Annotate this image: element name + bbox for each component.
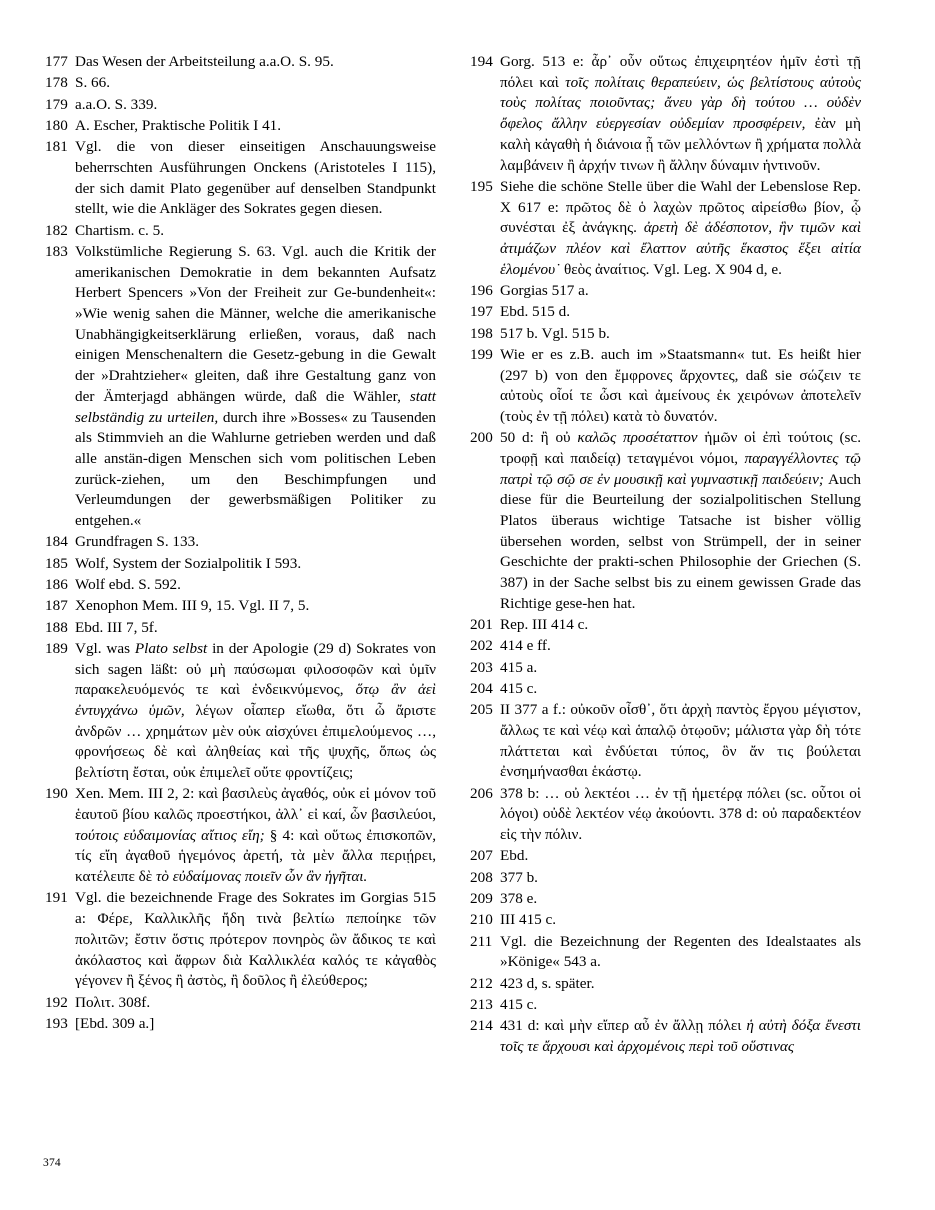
endnote-text: Ebd. III 7, 5f. xyxy=(75,618,158,636)
endnote-text: 377 b. xyxy=(500,868,538,886)
endnote-text: Grundfragen S. 133. xyxy=(75,533,200,551)
endnote-text: Das Wesen der Arbeitsteilung a.a.O. S. 95. xyxy=(75,53,334,70)
page-folio-number: 374 xyxy=(43,1157,61,1169)
endnote-text: Πολιτ. 308f. xyxy=(75,993,151,1011)
endnote-number: 201 xyxy=(470,616,493,634)
endnote-entry xyxy=(470,932,861,973)
endnote-text: 431 d: καὶ μὴν εἴπερ αὖ ἐν ἄλλῃ πόλει ἡ αὐτὴ δόξα ἔνεστι τοῖς τε ἄρχουσι καὶ ἀρχομένοις περὶ τοῦ οὕστινας xyxy=(500,1017,861,1055)
endnote-number: 184 xyxy=(45,533,68,551)
endnote-text: Volkstümliche Regierung S. 63. Vgl. auch die Kritik der amerikanischen Demokratie in dem bekannten Aufsatz Herbert Spencers »Von der Freiheit zur Ge-bundenheit«: »Wie wenig sahen die Männer, welche die amerikanische Unabhängigkeitserklärung erließen, voraus, daß nach einigen Menschenaltern die Gesetz-gebung in die Gewalt der »Drahtzieher« gleiten, daß ihre Gestaltung ganz von der Ämterjagd abhängen würde, daß die Wähler, statt selbständig zu urteilen, durch ihre »Bosses« zu Tausenden als Stimmvieh an die Wahlurne getrieben werden und daß alle anstän-digen Menschen sich vom politischen Leben zurück-ziehen, um den Beschimpfungen und Verleumdungen der gewerbsmäßigen Politiker zu entgehen.« xyxy=(75,242,437,530)
endnote-entry xyxy=(470,974,861,995)
endnote-text: Gorg. 513 e: ἆρ᾽ οὖν οὕτως ἐπιχειρητέον ἡμῖν ἐστὶ τῇ πόλει καὶ τοῖς πολίταις θεραπεύειν, ὡς βελτίστους αὐτοὺς τοὺς πολίτας ποιοῦντας; ἄνευ γὰρ δὴ τούτου … οὐδὲν ὄφελος ἄλλην εὐεργεσίαν οὐδεμίαν προσφέρειν, ἐὰν μὴ καλὴ κἀγαθὴ ἡ διάνοια ᾖ τῶν μελλόντων ἢ χρήματα πολλὰ λαμβάνειν ἢ ἀρχήν τινων ἢ ἄλλην δύναμιν ἡντινοῦν. xyxy=(500,53,861,174)
endnote-entry xyxy=(470,846,861,867)
endnote-number: 214 xyxy=(470,1017,493,1035)
endnote-number: 200 xyxy=(470,429,493,447)
endnote-entry xyxy=(470,784,861,846)
endnote-number: 195 xyxy=(470,177,493,195)
endnote-number: 203 xyxy=(470,658,493,676)
endnote-number: 212 xyxy=(470,974,493,992)
endnote-entry xyxy=(45,784,436,888)
endnote-entry xyxy=(470,177,861,281)
endnote-text: Wolf ebd. S. 592. xyxy=(75,575,181,593)
endnote-text: Ebd. 515 d. xyxy=(500,303,571,321)
endnote-text: 423 d, s. später. xyxy=(500,974,595,992)
endnote-number: 206 xyxy=(470,784,493,802)
endnote-number: 178 xyxy=(45,74,68,92)
endnote-text: II 377 a f.: οὐκοῦν οἶσθ᾽, ὅτι ἀρχὴ παντὸς ἔργου μέγιστον, ἄλλως τε καὶ νέῳ καὶ ἁπαλῷ ὁτῳοῦν; μάλιστα γὰρ δὴ τότε πλάττεται καὶ ἐνδύεται τύπος, ὃν ἄν τις βούλεται ἐνσημήνασθαι ἑκάστῳ. xyxy=(500,701,861,781)
endnote-entry xyxy=(45,532,436,553)
endnote-entry xyxy=(470,302,861,323)
endnote-number: 191 xyxy=(45,889,68,907)
endnote-number: 194 xyxy=(470,53,493,70)
endnote-text: Rep. III 414 c. xyxy=(500,616,589,634)
endnote-entry xyxy=(45,52,436,73)
endnote-number: 205 xyxy=(470,701,493,719)
endnote-text: Ebd. xyxy=(500,847,529,865)
endnote-text: A. Escher, Praktische Politik I 41. xyxy=(75,116,282,134)
endnote-number: 188 xyxy=(45,618,68,636)
endnote-number: 190 xyxy=(45,785,68,803)
endnote-entry xyxy=(470,679,861,700)
two-column-layout xyxy=(0,52,935,1058)
endnote-text: Vgl. die bezeichnende Frage des Sokrates im Gorgias 515 a: Φέρε, Καλλικλῆς ἤδη τινὰ βελτίω πεποίηκε τῶν πολιτῶν; ἔστιν ὅστις πρότερον πονηρὸς ὢν ἄδικος τε καὶ ἀκόλαστος καὶ ἄφρων διὰ Καλλικλέα καλός τε κἀγαθὸς γέγονεν ἢ ξένος ἢ ἀστὸς, ἢ δοῦλος ἢ ἐλεύθερος; xyxy=(75,889,436,990)
endnote-number: 177 xyxy=(45,53,68,70)
endnote-text: 415 c. xyxy=(500,680,538,698)
endnote-text: 415 c. xyxy=(500,995,538,1013)
endnote-text: a.a.O. S. 339. xyxy=(75,95,158,113)
endnote-entry xyxy=(45,73,436,94)
endnote-entry xyxy=(470,345,861,428)
endnote-entry xyxy=(45,1014,436,1035)
endnote-entry xyxy=(470,281,861,302)
endnote-entry xyxy=(45,95,436,116)
endnote-entry xyxy=(470,868,861,889)
endnote-entry xyxy=(45,993,436,1014)
endnote-entry xyxy=(470,428,861,614)
endnote-text: S. 66. xyxy=(75,74,111,92)
endnote-number: 209 xyxy=(470,890,493,908)
endnote-entry xyxy=(470,1016,861,1057)
endnote-text: 378 e. xyxy=(500,890,538,908)
notes-column-right xyxy=(470,52,861,1058)
notes-column-left xyxy=(45,52,436,1058)
endnote-entry xyxy=(470,52,861,176)
endnote-number: 181 xyxy=(45,138,68,156)
endnote-text: Xen. Mem. III 2, 2: καὶ βασιλεὺς ἀγαθός, οὐκ εἰ μόνον τοῦ ἑαυτοῦ βίου καλῶς προεστήκοι, ἀλλ᾽ εἰ καί, ὧν βασιλεύοι, τούτοις εὐδαιμονίας αἴτιος εἴη; § 4: καὶ οὕτως ἐπισκοπῶν, τίς εἴη ἀγαθοῦ ἡγεμόνος ἀρετή, τὰ μὲν ἄλλα περιῄρει, κατέλειπε δὲ τὸ εὐδαίμονας ποιεῖν ὧν ἂν ἡγῆται. xyxy=(75,785,436,886)
endnote-entry xyxy=(45,618,436,639)
endnote-number: 186 xyxy=(45,575,68,593)
endnote-number: 189 xyxy=(45,639,68,657)
endnote-text: 415 a. xyxy=(500,658,538,676)
endnote-number: 211 xyxy=(470,932,493,950)
endnote-number: 213 xyxy=(470,995,493,1013)
endnote-number: 208 xyxy=(470,868,493,886)
endnote-entry xyxy=(470,995,861,1016)
endnote-number: 199 xyxy=(470,345,493,363)
endnote-number: 182 xyxy=(45,221,68,239)
endnote-text: Wolf, System der Sozialpolitik I 593. xyxy=(75,554,302,572)
endnote-entry xyxy=(470,615,861,636)
endnote-text: Vgl. die Bezeichnung der Regenten des Idealstaates als »Könige« 543 a. xyxy=(500,932,861,971)
endnote-number: 204 xyxy=(470,680,493,698)
endnote-number: 207 xyxy=(470,847,493,865)
endnote-entry xyxy=(45,888,436,992)
endnote-text: III 415 c. xyxy=(500,911,557,929)
endnote-entry xyxy=(470,658,861,679)
endnote-entry xyxy=(45,221,436,242)
endnote-number: 202 xyxy=(470,637,493,655)
endnote-number: 196 xyxy=(470,281,493,299)
endnote-number: 197 xyxy=(470,303,493,321)
endnote-number: 192 xyxy=(45,993,68,1011)
endnote-text: 378 b: … οὐ λεκτέοι … ἐν τῇ ἡμετέρᾳ πόλει (sc. οὗτοι οἱ λόγοι) οὐδὲ λεκτέον νέῳ ἀκούοντι. 378 d: οὐ παραδεκτέον εἰς τὴν πόλιν. xyxy=(500,784,861,844)
endnote-entry xyxy=(470,324,861,345)
endnote-entry xyxy=(470,700,861,783)
endnote-number: 210 xyxy=(470,911,493,929)
endnote-entry xyxy=(45,575,436,596)
endnote-number: 179 xyxy=(45,95,68,113)
endnote-entry xyxy=(45,596,436,617)
endnote-text: Vgl. was Plato selbst in der Apologie (29 d) Sokrates von sich sagen läßt: οὐ μὴ παύσωμαι φιλοσοφῶν καὶ ὑμῖν παρακελευόμενός τε καὶ ἐνδεικνύμενος, ὅτῳ ἂν ἀεὶ ἐντυγχάνω ὑμῶν, λέγων οἷαπερ εἴωθα, ὅτι ὦ ἄριστε ἀνδρῶν … χρημάτων μὲν οὐκ αἰσχύνει ἐπιμελούμενος …, φρονήσεως δὲ καὶ ἀληθείας καὶ τῆς ψυχῆς, ὅπως ὡς βελτίστη ἔσται, οὐκ ἐπιμελεῖ οὔτε φροντίζεις; xyxy=(75,639,437,782)
endnote-number: 185 xyxy=(45,554,68,572)
endnote-entry xyxy=(45,137,436,220)
endnote-number: 180 xyxy=(45,116,68,134)
endnote-text: Chartism. c. 5. xyxy=(75,221,165,239)
endnote-text: Wie er es z.B. auch im »Staatsmann« tut. Es heißt hier (297 b) von den ἔμφρονες ἄρχοντες, daß sie σώζειν τε αὐτοὺς οἷοί τε ὦσι καὶ ἀμείνους ἐκ χειρόνων ἀποτελεῖν (τοὺς ἐν τῇ πόλει) κατὰ τὸ δυνατόν. xyxy=(500,345,861,425)
endnote-entry xyxy=(45,242,436,532)
endnote-number: 193 xyxy=(45,1014,68,1032)
endnote-text: Siehe die schöne Stelle über die Wahl der Lebenslose Rep. X 617 e: πρῶτος δὲ ὁ λαχὼν πρῶτος αἱρείσθω βίον, ᾧ συνέσται ἐξ ἀνάγκης. ἀρετὴ δὲ ἀδέσποτον, ἣν τιμῶν καὶ ἀτιμάζων πλέον καὶ ἔλαττον αὐτῆς ἕκαστος ἕξει αἰτία ἑλομένου˙ θεὸς ἀναίτιος. Vgl. Leg. X 904 d, e. xyxy=(500,177,861,278)
endnote-number: 183 xyxy=(45,242,68,260)
endnote-entry xyxy=(45,639,436,784)
endnote-number: 198 xyxy=(470,324,493,342)
endnote-text: 50 d: ἢ οὐ καλῶς προσέταττον ἡμῶν οἱ ἐπὶ τούτοις (sc. τροφῇ καὶ παιδείᾳ) τεταγμένοι νόμοι, παραγγέλλοντες τῷ πατρὶ τῷ σῷ σε ἐν μουσικῇ καὶ γυμναστικῇ παιδεύειν; Auch diese für die Beurteilung der sozialpolitischen Stellung Platos überaus wichtige Tatsache ist bisher völlig übersehen worden, selbst von Strümpell, der in seiner Geschichte der prakti-schen Philosophie der Griechen (S. 387) in der Sache selbst bis zu einem gewissen Grade das Richtige gese-hen hat. xyxy=(500,429,862,612)
endnote-entry xyxy=(470,636,861,657)
endnote-entry xyxy=(470,910,861,931)
endnote-text: Gorgias 517 a. xyxy=(500,281,589,299)
endnote-number: 187 xyxy=(45,597,68,615)
endnote-text: 414 e ff. xyxy=(500,637,551,655)
endnote-text: Vgl. die von dieser einseitigen Anschauungsweise beherrschten Ausführungen Onckens (Aristoteles I 115), der sich damit Plato gegenüber auf denselben Standpunkt stellt, wie die Ankläger des Sokrates gegen diesen. xyxy=(75,138,436,218)
endnote-entry xyxy=(470,889,861,910)
endnote-text: [Ebd. 309 a.] xyxy=(75,1014,155,1032)
endnote-entry xyxy=(45,116,436,137)
endnote-text: 517 b. Vgl. 515 b. xyxy=(500,324,610,342)
endnote-text: Xenophon Mem. III 9, 15. Vgl. II 7, 5. xyxy=(75,597,310,615)
endnote-entry xyxy=(45,554,436,575)
